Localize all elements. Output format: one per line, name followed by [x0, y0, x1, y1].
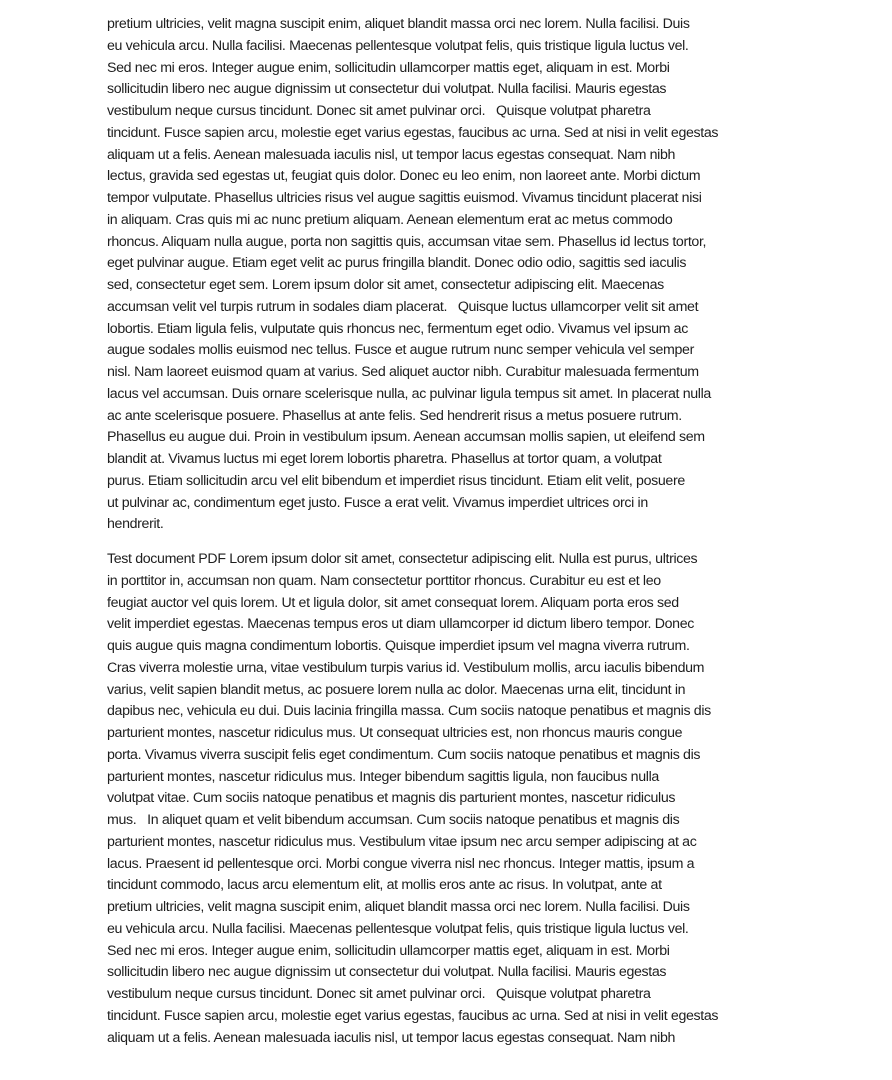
text-line: pretium ultricies, velit magna suscipit enim, aliquet blandit massa orci nec lorem. Nulla facilisi. Duis	[107, 16, 690, 32]
text-line: parturient montes, nascetur ridiculus mus. Vestibulum vitae ipsum nec arcu semper adipiscing at ac	[107, 833, 697, 850]
text-line: rhoncus. Aliquam nulla augue, porta non sagittis quis, accumsan vitae sem. Phasellus id lectus tortor,	[107, 233, 707, 250]
text-line: eu vehicula arcu. Nulla facilisi. Maecenas pellentesque volutpat felis, quis tristique ligula luctus vel.	[107, 37, 689, 54]
text-line: sollicitudin libero nec augue dignissim ut consectetur dui volutpat. Nulla facilisi. Mauris egestas	[107, 81, 667, 98]
text-line: aliquam ut a felis. Aenean malesuada iaculis nisl, ut tempor lacus egestas consequat. Nam nibh	[107, 1029, 676, 1046]
text-line: mus. In aliquet quam et velit bibendum accumsan. Cum sociis natoque penatibus et magnis dis	[107, 812, 680, 828]
text-line: tincidunt commodo, lacus arcu elementum elit, at mollis eros ante ac risus. In volutpat, ante at	[107, 877, 662, 894]
text-line: quis augue quis magna condimentum lobortis. Quisque imperdiet ipsum vel magna viverra rutrum.	[107, 638, 690, 654]
text-line: Cras viverra molestie urna, vitae vestibulum turpis varius id. Vestibulum mollis, arcu iaculis bibendum	[107, 659, 705, 676]
text-line: purus. Etiam sollicitudin arcu vel elit bibendum et imperdiet risus tincidunt. Etiam elit velit, posuere	[107, 472, 685, 489]
text-line: lobortis. Etiam ligula felis, vulputate quis rhoncus nec, fermentum eget odio. Vivamus vel ipsum ac	[107, 320, 688, 337]
text-line: augue sodales mollis euismod nec tellus. Fusce et augue rutrum nunc semper vehicula vel semper	[107, 342, 694, 359]
text-line: lacus. Praesent id pellentesque orci. Morbi congue viverra nisl nec rhoncus. Integer mattis, ipsum a	[107, 855, 695, 872]
text-line: vestibulum neque cursus tincidunt. Donec sit amet pulvinar orci. Quisque volutpat pharetra	[107, 986, 651, 1002]
text-line: sed, consectetur eget sem. Lorem ipsum dolor sit amet, consectetur adipiscing elit. Maecenas	[107, 277, 664, 293]
text-line: parturient montes, nascetur ridiculus mus. Ut consequat ultricies est, non rhoncus mauris congue	[107, 725, 683, 741]
text-line: Sed nec mi eros. Integer augue enim, sollicitudin ullamcorper mattis eget, aliquam in est. Morbi	[107, 942, 670, 959]
text-line: eget pulvinar augue. Etiam eget velit ac purus fringilla blandit. Donec odio odio, sagittis sed iaculis	[107, 255, 687, 272]
text-line: aliquam ut a felis. Aenean malesuada iaculis nisl, ut tempor lacus egestas consequat. Nam nibh	[107, 146, 676, 163]
text-line: volutpat vitae. Cum sociis natoque penatibus et magnis dis parturient montes, nascetur ridiculus	[107, 790, 676, 807]
text-line: vestibulum neque cursus tincidunt. Donec sit amet pulvinar orci. Quisque volutpat pharetra	[107, 103, 651, 119]
text-line: varius, velit sapien blandit metus, ac posuere lorem nulla ac dolor. Maecenas urna elit, tincidunt in	[107, 681, 686, 698]
text-line: ac ante scelerisque posuere. Phasellus at ante felis. Sed hendrerit risus a metus posuere rutrum.	[107, 407, 682, 424]
text-line: feugiat auctor vel quis lorem. Ut et ligula dolor, sit amet consequat lorem. Aliquam porta eros sed	[107, 594, 679, 611]
paragraph-2	[107, 549, 807, 1049]
text-line: Phasellus eu augue dui. Proin in vestibulum ipsum. Aenean accumsan mollis sapien, ut eleifend sem	[107, 429, 705, 446]
text-line: dapibus nec, vehicula eu dui. Duis lacinia fringilla massa. Cum sociis natoque penatibus et magnis dis	[107, 703, 711, 720]
text-line: tincidunt. Fusce sapien arcu, molestie eget varius egestas, faucibus ac urna. Sed at nisi in velit egestas	[107, 1007, 719, 1024]
text-line: lectus, gravida sed egestas ut, feugiat quis dolor. Donec eu leo enim, non laoreet ante. Morbi dictum	[107, 168, 701, 185]
text-line: parturient montes, nascetur ridiculus mus. Integer bibendum sagittis ligula, non faucibus nulla	[107, 768, 659, 785]
text-line: in aliquam. Cras quis mi ac nunc pretium aliquam. Aenean elementum erat ac metus commodo	[107, 211, 673, 228]
text-line: tempor vulputate. Phasellus ultricies risus vel augue sagittis euismod. Vivamus tincidunt placerat nisi	[107, 190, 702, 206]
text-line: eu vehicula arcu. Nulla facilisi. Maecenas pellentesque volutpat felis, quis tristique ligula luctus vel.	[107, 920, 689, 937]
text-line: blandit at. Vivamus luctus mi eget lorem lobortis pharetra. Phasellus at tortor quam, a volutpat	[107, 451, 662, 467]
text-line: nisl. Nam laoreet euismod quam at varius. Sed aliquet auctor nibh. Curabitur malesuada fermentum	[107, 364, 699, 380]
text-line: hendrerit.	[107, 516, 164, 533]
text-line: pretium ultricies, velit magna suscipit enim, aliquet blandit massa orci nec lorem. Nulla facilisi. Duis	[107, 899, 690, 915]
text-line: in porttitor in, accumsan non quam. Nam consectetur porttitor rhoncus. Curabitur eu est et leo	[107, 572, 661, 589]
paragraph-1	[107, 14, 807, 536]
text-line: tincidunt. Fusce sapien arcu, molestie eget varius egestas, faucibus ac urna. Sed at nisi in velit egestas	[107, 124, 719, 141]
text-line: Test document PDF Lorem ipsum dolor sit amet, consectetur adipiscing elit. Nulla est purus, ultrices	[107, 551, 698, 567]
text-line: velit imperdiet egestas. Maecenas tempus eros ut diam ullamcorper id dictum libero tempor. Donec	[107, 616, 694, 633]
text-line: Sed nec mi eros. Integer augue enim, sollicitudin ullamcorper mattis eget, aliquam in est. Morbi	[107, 59, 670, 76]
text-line: sollicitudin libero nec augue dignissim ut consectetur dui volutpat. Nulla facilisi. Mauris egestas	[107, 964, 667, 981]
text-line: ut pulvinar ac, condimentum eget justo. Fusce a erat velit. Vivamus imperdiet ultrices orci in	[107, 494, 648, 511]
text-line: accumsan velit vel turpis rutrum in sodales diam placerat. Quisque luctus ullamcorper velit sit amet	[107, 298, 699, 315]
text-line: porta. Vivamus viverra suscipit felis eget condimentum. Cum sociis natoque penatibus et magnis dis	[107, 746, 701, 763]
text-line: lacus vel accumsan. Duis ornare scelerisque nulla, ac pulvinar ligula tempus sit amet. In placerat nulla	[107, 385, 711, 402]
